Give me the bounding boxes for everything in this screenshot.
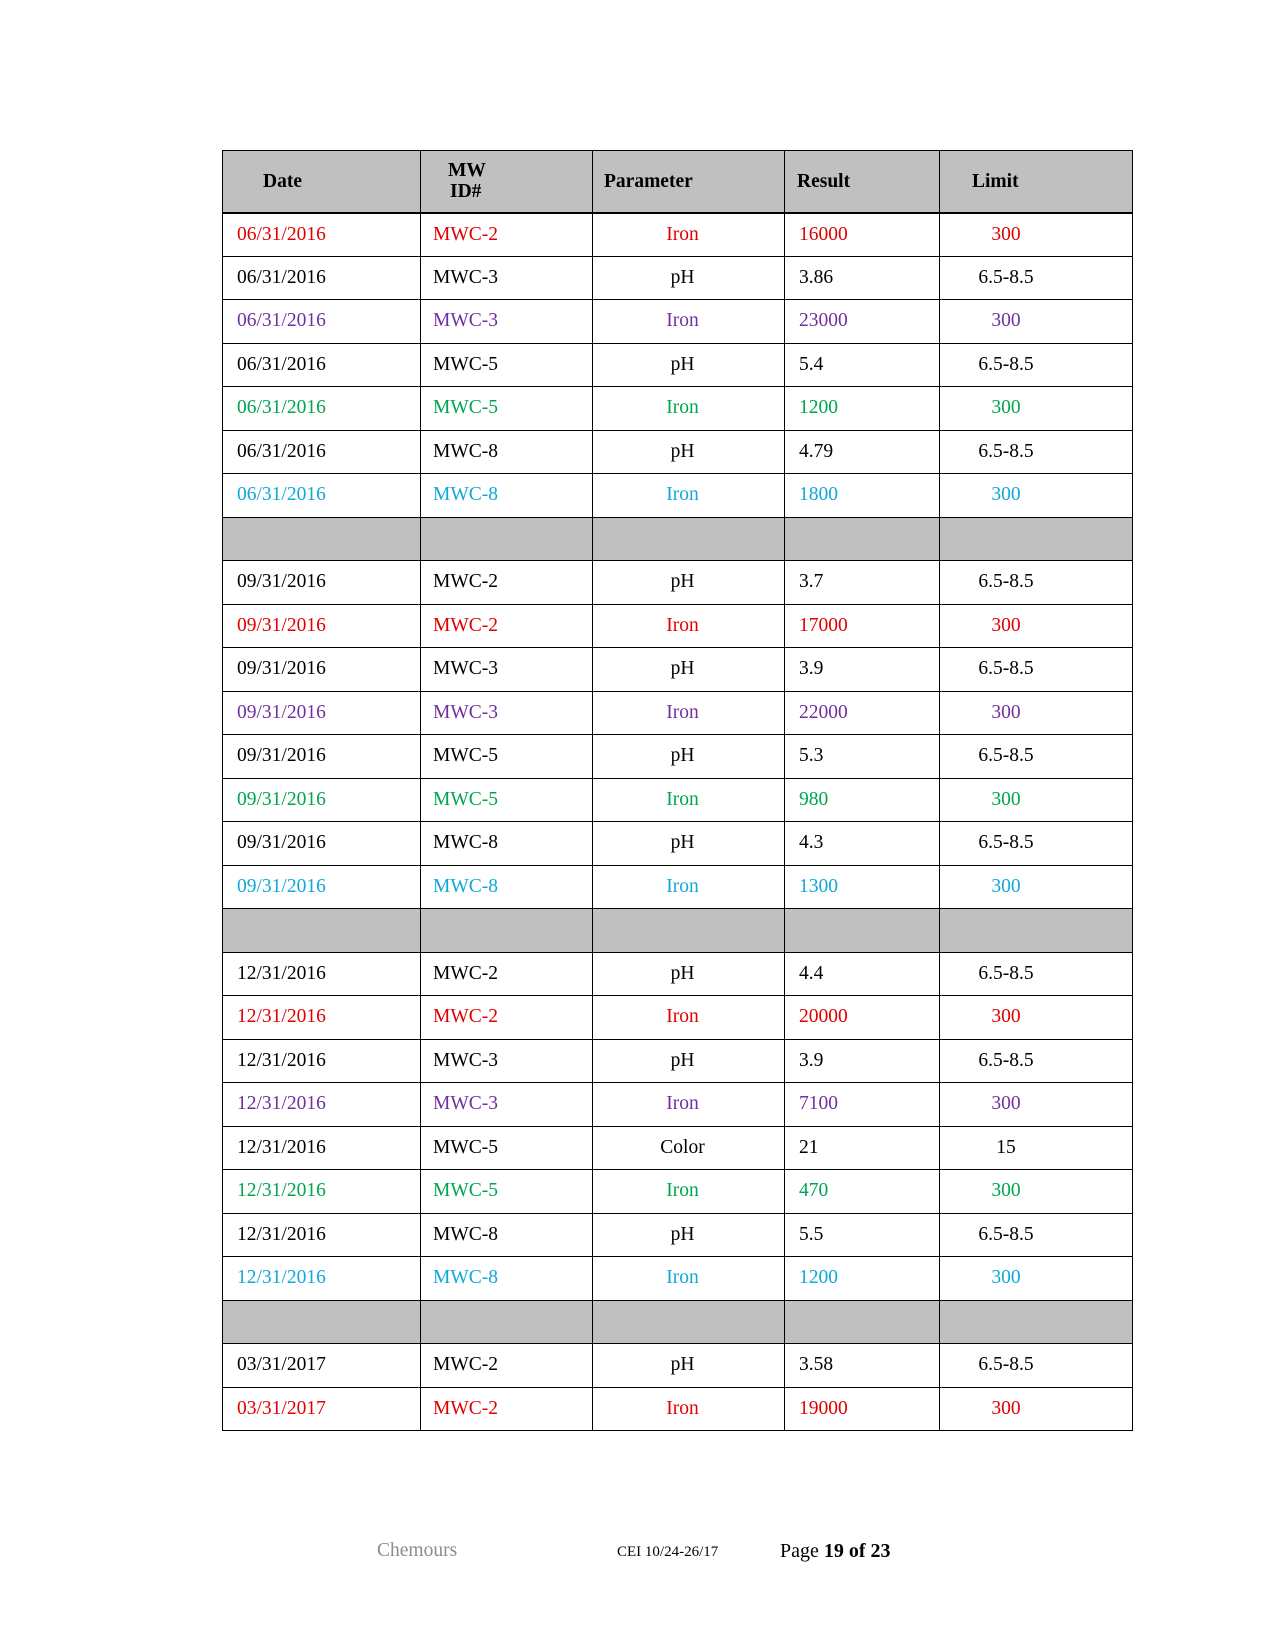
cell-limit: 300 [940,996,1133,1040]
header-parameter: Parameter [593,151,785,213]
cell-date: 06/31/2016 [223,474,421,518]
cell-mw-id: MWC-3 [421,256,593,300]
table-row [223,735,1133,779]
cell-mw-id: MWC-8 [421,1257,593,1301]
cell-parameter: pH [593,430,785,474]
table-row [223,1039,1133,1083]
cell-date: 03/31/2017 [223,1344,421,1388]
cell-result: 5.4 [785,343,940,387]
table-row [223,1126,1133,1170]
table-row [223,256,1133,300]
table-row [223,343,1133,387]
cell-date: 06/31/2016 [223,343,421,387]
cell-mw-id: MWC-5 [421,735,593,779]
cell-parameter: Iron [593,387,785,431]
cell-parameter: Iron [593,474,785,518]
cell-mw-id: MWC-3 [421,1083,593,1127]
cell-result: 5.3 [785,735,940,779]
separator-cell [593,909,785,953]
cell-parameter: pH [593,1344,785,1388]
cell-date: 12/31/2016 [223,1213,421,1257]
cell-date: 06/31/2016 [223,430,421,474]
table-row [223,691,1133,735]
cell-limit: 300 [940,691,1133,735]
header-result: Result [785,151,940,213]
cell-result: 23000 [785,300,940,344]
cell-date: 09/31/2016 [223,865,421,909]
separator-cell [223,909,421,953]
cell-parameter: Iron [593,604,785,648]
cell-mw-id: MWC-2 [421,952,593,996]
cell-date: 09/31/2016 [223,648,421,692]
cell-result: 4.79 [785,430,940,474]
cell-limit: 300 [940,1387,1133,1431]
separator-cell [223,517,421,561]
table-row [223,1083,1133,1127]
header-mw-id [421,151,593,213]
cell-limit: 6.5-8.5 [940,1213,1133,1257]
results-table [222,150,1133,1431]
cell-limit: 300 [940,1257,1133,1301]
table-row [223,822,1133,866]
table-body [223,213,1133,1431]
cell-parameter: Iron [593,1387,785,1431]
cell-mw-id: MWC-2 [421,561,593,605]
separator-row [223,909,1133,953]
cell-limit: 300 [940,300,1133,344]
separator-cell [940,517,1133,561]
cell-result: 3.9 [785,1039,940,1083]
cell-mw-id: MWC-8 [421,822,593,866]
cell-result: 1200 [785,387,940,431]
cell-parameter: Iron [593,1257,785,1301]
cell-limit: 15 [940,1126,1133,1170]
cell-parameter: Iron [593,213,785,257]
cell-result: 3.9 [785,648,940,692]
cell-result: 22000 [785,691,940,735]
cell-parameter: pH [593,561,785,605]
cell-mw-id: MWC-5 [421,343,593,387]
cell-parameter: pH [593,952,785,996]
cell-parameter: pH [593,648,785,692]
cell-date: 12/31/2016 [223,1039,421,1083]
table-row [223,604,1133,648]
cell-limit: 6.5-8.5 [940,822,1133,866]
separator-cell [785,909,940,953]
cell-mw-id: MWC-5 [421,1126,593,1170]
cell-mw-id: MWC-8 [421,1213,593,1257]
separator-cell [593,517,785,561]
cell-limit: 6.5-8.5 [940,1344,1133,1388]
cell-limit: 6.5-8.5 [940,735,1133,779]
cell-parameter: pH [593,256,785,300]
table-row [223,387,1133,431]
cell-date: 12/31/2016 [223,952,421,996]
cell-limit: 300 [940,604,1133,648]
cell-limit: 300 [940,1083,1133,1127]
cell-date: 06/31/2016 [223,300,421,344]
cell-result: 16000 [785,213,940,257]
cell-mw-id: MWC-2 [421,996,593,1040]
cell-result: 3.86 [785,256,940,300]
cell-limit: 6.5-8.5 [940,952,1133,996]
cell-limit: 300 [940,1170,1133,1214]
cell-date: 09/31/2016 [223,604,421,648]
cell-parameter: Color [593,1126,785,1170]
cell-parameter: Iron [593,865,785,909]
cell-date: 09/31/2016 [223,561,421,605]
cell-date: 09/31/2016 [223,822,421,866]
separator-cell [940,1300,1133,1344]
cell-parameter: pH [593,343,785,387]
table-row [223,474,1133,518]
cell-mw-id: MWC-3 [421,1039,593,1083]
cell-limit: 300 [940,474,1133,518]
cell-limit: 300 [940,387,1133,431]
cell-parameter: pH [593,1039,785,1083]
cell-limit: 300 [940,213,1133,257]
cell-limit: 6.5-8.5 [940,1039,1133,1083]
table-row [223,996,1133,1040]
table-header-row [223,151,1133,213]
cell-limit: 6.5-8.5 [940,561,1133,605]
separator-cell [421,1300,593,1344]
table-row [223,1257,1133,1301]
cell-mw-id: MWC-2 [421,213,593,257]
separator-cell [421,517,593,561]
cell-parameter: Iron [593,996,785,1040]
cell-mw-id: MWC-8 [421,865,593,909]
cell-limit: 6.5-8.5 [940,256,1133,300]
cell-mw-id: MWC-3 [421,300,593,344]
cell-mw-id: MWC-3 [421,648,593,692]
cell-mw-id: MWC-5 [421,1170,593,1214]
cell-mw-id: MWC-3 [421,691,593,735]
cell-result: 3.58 [785,1344,940,1388]
header-mw-line1: MW [448,160,486,182]
separator-row [223,1300,1133,1344]
cell-result: 19000 [785,1387,940,1431]
cell-result: 1800 [785,474,940,518]
cell-result: 470 [785,1170,940,1214]
cell-date: 12/31/2016 [223,1257,421,1301]
table-row [223,561,1133,605]
separator-cell [223,1300,421,1344]
cell-parameter: Iron [593,778,785,822]
table-row [223,778,1133,822]
cell-result: 980 [785,778,940,822]
cell-date: 09/31/2016 [223,691,421,735]
cell-parameter: pH [593,822,785,866]
cell-result: 5.5 [785,1213,940,1257]
table-row [223,1213,1133,1257]
cell-limit: 6.5-8.5 [940,648,1133,692]
cell-parameter: pH [593,1213,785,1257]
table-row [223,1387,1133,1431]
separator-cell [785,517,940,561]
table-row [223,952,1133,996]
table-row [223,300,1133,344]
cell-date: 03/31/2017 [223,1387,421,1431]
cell-result: 4.4 [785,952,940,996]
footer-page [780,1540,891,1563]
header-date: Date [223,151,421,213]
footer-company: Chemours [377,1540,458,1561]
cell-result: 3.7 [785,561,940,605]
cell-date: 12/31/2016 [223,996,421,1040]
cell-limit: 300 [940,778,1133,822]
cell-limit: 6.5-8.5 [940,343,1133,387]
header-limit: Limit [940,151,1133,213]
cell-result: 21 [785,1126,940,1170]
cell-parameter: pH [593,735,785,779]
cell-result: 4.3 [785,822,940,866]
separator-cell [940,909,1133,953]
cell-date: 09/31/2016 [223,778,421,822]
table-row [223,865,1133,909]
header-mw-line2: ID# [450,181,482,203]
cell-result: 7100 [785,1083,940,1127]
cell-date: 09/31/2016 [223,735,421,779]
table-row [223,1344,1133,1388]
separator-cell [593,1300,785,1344]
footer-page-prefix: Page [780,1540,824,1562]
separator-cell [421,909,593,953]
cell-mw-id: MWC-5 [421,387,593,431]
cell-date: 12/31/2016 [223,1126,421,1170]
footer-cei: CEI 10/24-26/17 [617,1544,719,1560]
cell-date: 06/31/2016 [223,387,421,431]
footer-page-number: 19 of 23 [823,1540,891,1562]
cell-date: 12/31/2016 [223,1083,421,1127]
cell-parameter: Iron [593,1083,785,1127]
table-row [223,1170,1133,1214]
cell-result: 1300 [785,865,940,909]
cell-mw-id: MWC-8 [421,474,593,518]
cell-mw-id: MWC-5 [421,778,593,822]
table-row [223,430,1133,474]
cell-date: 06/31/2016 [223,256,421,300]
cell-parameter: Iron [593,1170,785,1214]
cell-parameter: Iron [593,300,785,344]
cell-date: 12/31/2016 [223,1170,421,1214]
cell-parameter: Iron [593,691,785,735]
cell-result: 1200 [785,1257,940,1301]
cell-date: 06/31/2016 [223,213,421,257]
separator-row [223,517,1133,561]
cell-mw-id: MWC-2 [421,1387,593,1431]
cell-result: 17000 [785,604,940,648]
separator-cell [785,1300,940,1344]
cell-limit: 6.5-8.5 [940,430,1133,474]
cell-mw-id: MWC-2 [421,604,593,648]
cell-limit: 300 [940,865,1133,909]
table-row [223,213,1133,257]
cell-result: 20000 [785,996,940,1040]
table-row [223,648,1133,692]
cell-mw-id: MWC-2 [421,1344,593,1388]
cell-mw-id: MWC-8 [421,430,593,474]
